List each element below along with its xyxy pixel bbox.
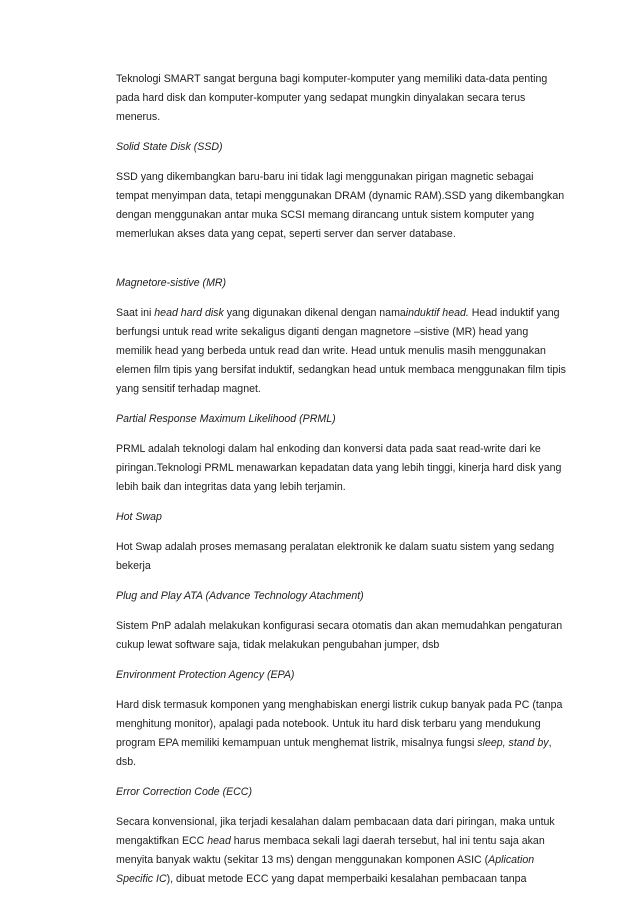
epa-heading: Environment Protection Agency (EPA) [116,669,295,681]
ecc-italic-2: Aplication Specific IC [116,854,535,885]
document-page [116,70,566,889]
ecc-paragraph [116,813,566,889]
ecc-italic-1: head [207,835,231,847]
mr-italic-2: induktif head. [405,307,469,319]
ecc-text-3: ), dibuat metode ECC yang dapat memperbaiki kesalahan pembacaan tanpa [166,873,527,885]
epa-paragraph [116,696,566,772]
mr-italic-1: head hard disk [154,307,224,319]
ecc-text-1: Secara konvensional, jika terjadi kesalahan dalam pembacaan data dari piringan, maka untuk mengaktifkan ECC [116,816,555,847]
pnp-paragraph: Sistem PnP adalah melakukan konfigurasi secara otomatis dan akan memudahkan pengaturan cukup lewat software saja, tidak melakukan pengubahan jumper, dsb [116,620,563,651]
hotswap-paragraph: Hot Swap adalah proses memasang peralatan elektronik ke dalam suatu sistem yang sedang bekerja [116,541,555,572]
ssd-heading: Solid State Disk (SSD) [116,141,223,153]
epa-text-1: Hard disk termasuk komponen yang menghabiskan energi listrik cukup banyak pada PC (tanpa menghitung monitor), apalagi pada notebook. Untuk itu hard disk terbaru yang mendukung program EPA memiliki kemampuan untuk menghemat listrik, misalnya fungsi [116,699,563,749]
ecc-heading: Error Correction Code (ECC) [116,786,252,798]
hotswap-heading: Hot Swap [116,511,162,523]
prml-paragraph: PRML adalah teknologi dalam hal enkoding dan konversi data pada saat read-write dari ke piringan.Teknologi PRML menawarkan kepadatan data yang lebih tinggi, kinerja hard disk yang lebih baik dan integritas data yang lebih terjamin. [116,443,562,493]
intro-paragraph: Teknologi SMART sangat berguna bagi komputer-komputer yang memiliki data-data penting pada hard disk dan komputer-komputer yang sedapat mungkin dinyalakan secara terus menerus. [116,73,548,123]
mr-paragraph [116,304,566,399]
pnp-heading: Plug and Play ATA (Advance Technology Atachment) [116,590,364,602]
mr-text-3: Head induktif yang berfungsi untuk read write sekaligus diganti dengan magnetore –sistive (MR) head yang memilik head yang berbeda untuk read dan write. Head untuk menulis masih menggunakan elemen film tipis yang bersifat induktif, sedangkan head untuk membaca menggunakan film tipis yang sensitif terhadap magnet. [116,307,566,395]
ssd-paragraph: SSD yang dikembangkan baru-baru ini tidak lagi menggunakan pirigan magnetic sebagai tempat menyimpan data, tetapi menggunakan DRAM (dynamic RAM).SSD yang dikembangkan dengan menggunakan antar muka SCSI memang dirancang untuk sistem komputer yang memerlukan akses data yang cepat, seperti server dan server database. [116,171,565,240]
ecc-text-2: harus membaca sekali lagi daerah tersebut, hal ini tentu saja akan menyita banyak waktu (sekitar 13 ms) dengan menggunakan komponen ASIC ( [116,835,545,866]
mr-text-2: yang digunakan dikenal dengan nama [223,307,406,319]
mr-heading: Magnetore-sistive (MR) [116,277,227,289]
epa-italic-1: sleep, stand by [477,737,549,749]
mr-text-1: Saat ini [116,307,155,319]
epa-text-2: , dsb. [116,737,552,768]
prml-heading: Partial Response Maximum Likelihood (PRML) [116,413,336,425]
